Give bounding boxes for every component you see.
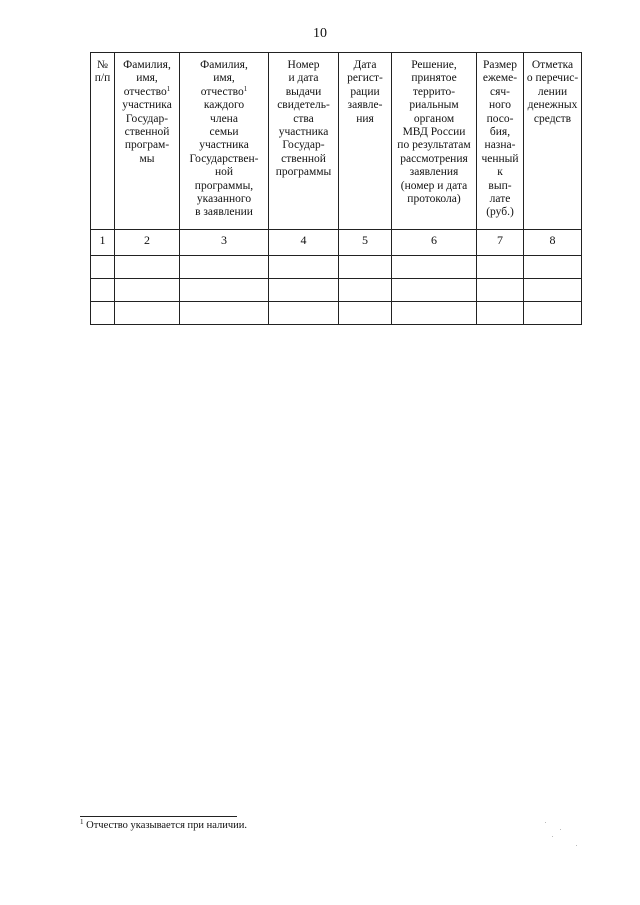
- table-cell: [91, 302, 115, 325]
- header-line: МВД России: [402, 126, 466, 139]
- register-table: [90, 52, 582, 325]
- header-line: вып-: [488, 179, 512, 192]
- header-line: Фамилия,: [123, 59, 171, 71]
- header-line: п/п: [94, 72, 111, 85]
- header-line: ного: [488, 99, 512, 112]
- header-line: заявле-: [347, 99, 383, 112]
- header-line: Государствен-: [189, 152, 259, 165]
- header-line: ственной: [281, 152, 326, 165]
- header-line: заявления: [409, 166, 459, 179]
- header-cell-5: [339, 53, 392, 230]
- header-line: риальным: [409, 99, 459, 112]
- header-line: ственной: [124, 126, 170, 139]
- header-line: в заявлении: [195, 206, 253, 219]
- column-number-row: [91, 230, 582, 256]
- column-number: 5: [339, 230, 392, 256]
- header-line: рассмотрения: [400, 152, 468, 165]
- table-cell: [339, 302, 392, 325]
- header-line: Дата: [353, 59, 377, 71]
- header-line: лате: [489, 193, 511, 206]
- table-cell: [524, 279, 582, 302]
- table-cell: [269, 279, 339, 302]
- header-line: (номер и дата: [400, 179, 468, 192]
- table-cell: [115, 256, 180, 279]
- column-number: 3: [180, 230, 269, 256]
- header-line: указанного: [196, 193, 252, 206]
- table-cell: [524, 302, 582, 325]
- header-line: Решение,: [411, 59, 457, 71]
- table-cell: [115, 279, 180, 302]
- header-line: рации: [350, 85, 380, 98]
- table-cell: [477, 302, 524, 325]
- table-row: [91, 256, 582, 279]
- table-cell: [269, 302, 339, 325]
- header-line: ства: [293, 112, 314, 125]
- header-line: сяч-: [489, 85, 510, 98]
- header-cell-1: [91, 53, 115, 230]
- column-number: 8: [524, 230, 582, 256]
- scan-speck: [576, 845, 577, 846]
- header-line: члена: [210, 112, 238, 125]
- header-line: имя,: [136, 72, 158, 85]
- header-line: программы: [275, 166, 332, 179]
- footnote-ref: 1: [166, 84, 171, 93]
- header-line: ченный: [481, 152, 519, 165]
- header-line: назна-: [484, 139, 516, 152]
- header-line: участника: [122, 99, 172, 112]
- table-cell: [91, 279, 115, 302]
- page-number: 10: [313, 26, 327, 41]
- header-cell-2: [115, 53, 180, 230]
- header-cell-7: [477, 53, 524, 230]
- header-line: о перечис-: [526, 72, 579, 85]
- header-line: посо-: [486, 112, 514, 125]
- header-cell-6: [392, 53, 477, 230]
- header-line: участника: [278, 126, 329, 139]
- header-line: бия,: [489, 126, 511, 139]
- header-line: выдачи: [285, 85, 322, 98]
- table-cell: [339, 256, 392, 279]
- header-line: семьи: [209, 126, 239, 139]
- header-line: протокола): [407, 193, 461, 206]
- table-cell: [269, 256, 339, 279]
- column-number: 2: [115, 230, 180, 256]
- table-cell: [477, 279, 524, 302]
- table-cell: [180, 256, 269, 279]
- header-line: принятое: [411, 72, 457, 85]
- table-row: [91, 279, 582, 302]
- header-line: лении: [537, 85, 568, 98]
- footnote: [80, 820, 247, 831]
- header-line: Государ-: [125, 112, 169, 125]
- table-cell: [392, 256, 477, 279]
- table-cell: [392, 302, 477, 325]
- table-row: [91, 302, 582, 325]
- scan-speck: [552, 836, 553, 837]
- header-line: программы,: [194, 179, 254, 192]
- header-cell-3: [180, 53, 269, 230]
- header-line: ной: [214, 166, 234, 179]
- header-line: регист-: [347, 72, 383, 85]
- header-cell-8: [524, 53, 582, 230]
- header-line: Номер: [287, 59, 320, 71]
- header-line: к: [497, 166, 503, 179]
- header-line: ния: [356, 112, 374, 125]
- header-line: програм-: [124, 139, 170, 152]
- table-cell: [477, 256, 524, 279]
- scan-speck: [560, 829, 561, 830]
- header-line: каждого: [203, 99, 245, 112]
- header-line: участника: [199, 139, 249, 152]
- table-cell: [91, 256, 115, 279]
- footnote-marker: 1: [80, 818, 84, 826]
- footnote-ref: 1: [243, 84, 248, 93]
- header-line: мы: [139, 152, 155, 165]
- header-line: отчество: [123, 85, 167, 98]
- header-line: (руб.): [486, 206, 514, 219]
- table-cell: [339, 279, 392, 302]
- header-line: Отметка: [531, 59, 574, 71]
- header-line: отчество: [200, 85, 244, 98]
- header-line: органом: [413, 112, 455, 125]
- table-cell: [524, 256, 582, 279]
- scan-speck: [545, 822, 546, 823]
- table-cell: [180, 302, 269, 325]
- column-number: 7: [477, 230, 524, 256]
- header-line: имя,: [213, 72, 235, 85]
- footnote-text: Отчество указывается при наличии.: [86, 820, 248, 831]
- table-cell: [392, 279, 477, 302]
- header-line: Фамилия,: [200, 59, 248, 71]
- table-cell: [180, 279, 269, 302]
- header-line: террито-: [412, 85, 456, 98]
- column-number: 1: [91, 230, 115, 256]
- header-cell-4: [269, 53, 339, 230]
- header-line: средств: [533, 112, 572, 125]
- header-row: [91, 53, 582, 230]
- header-line: денежных: [527, 99, 578, 112]
- header-line: №: [97, 59, 108, 71]
- header-line: и дата: [288, 72, 319, 85]
- column-number: 6: [392, 230, 477, 256]
- footnote-divider: [80, 816, 237, 817]
- column-number: 4: [269, 230, 339, 256]
- header-line: Размер: [482, 59, 517, 71]
- header-line: свидетель-: [277, 99, 330, 112]
- header-line: Государ-: [282, 139, 325, 152]
- table-cell: [115, 302, 180, 325]
- header-line: ежеме-: [482, 72, 518, 85]
- header-line: по результатам: [397, 139, 471, 152]
